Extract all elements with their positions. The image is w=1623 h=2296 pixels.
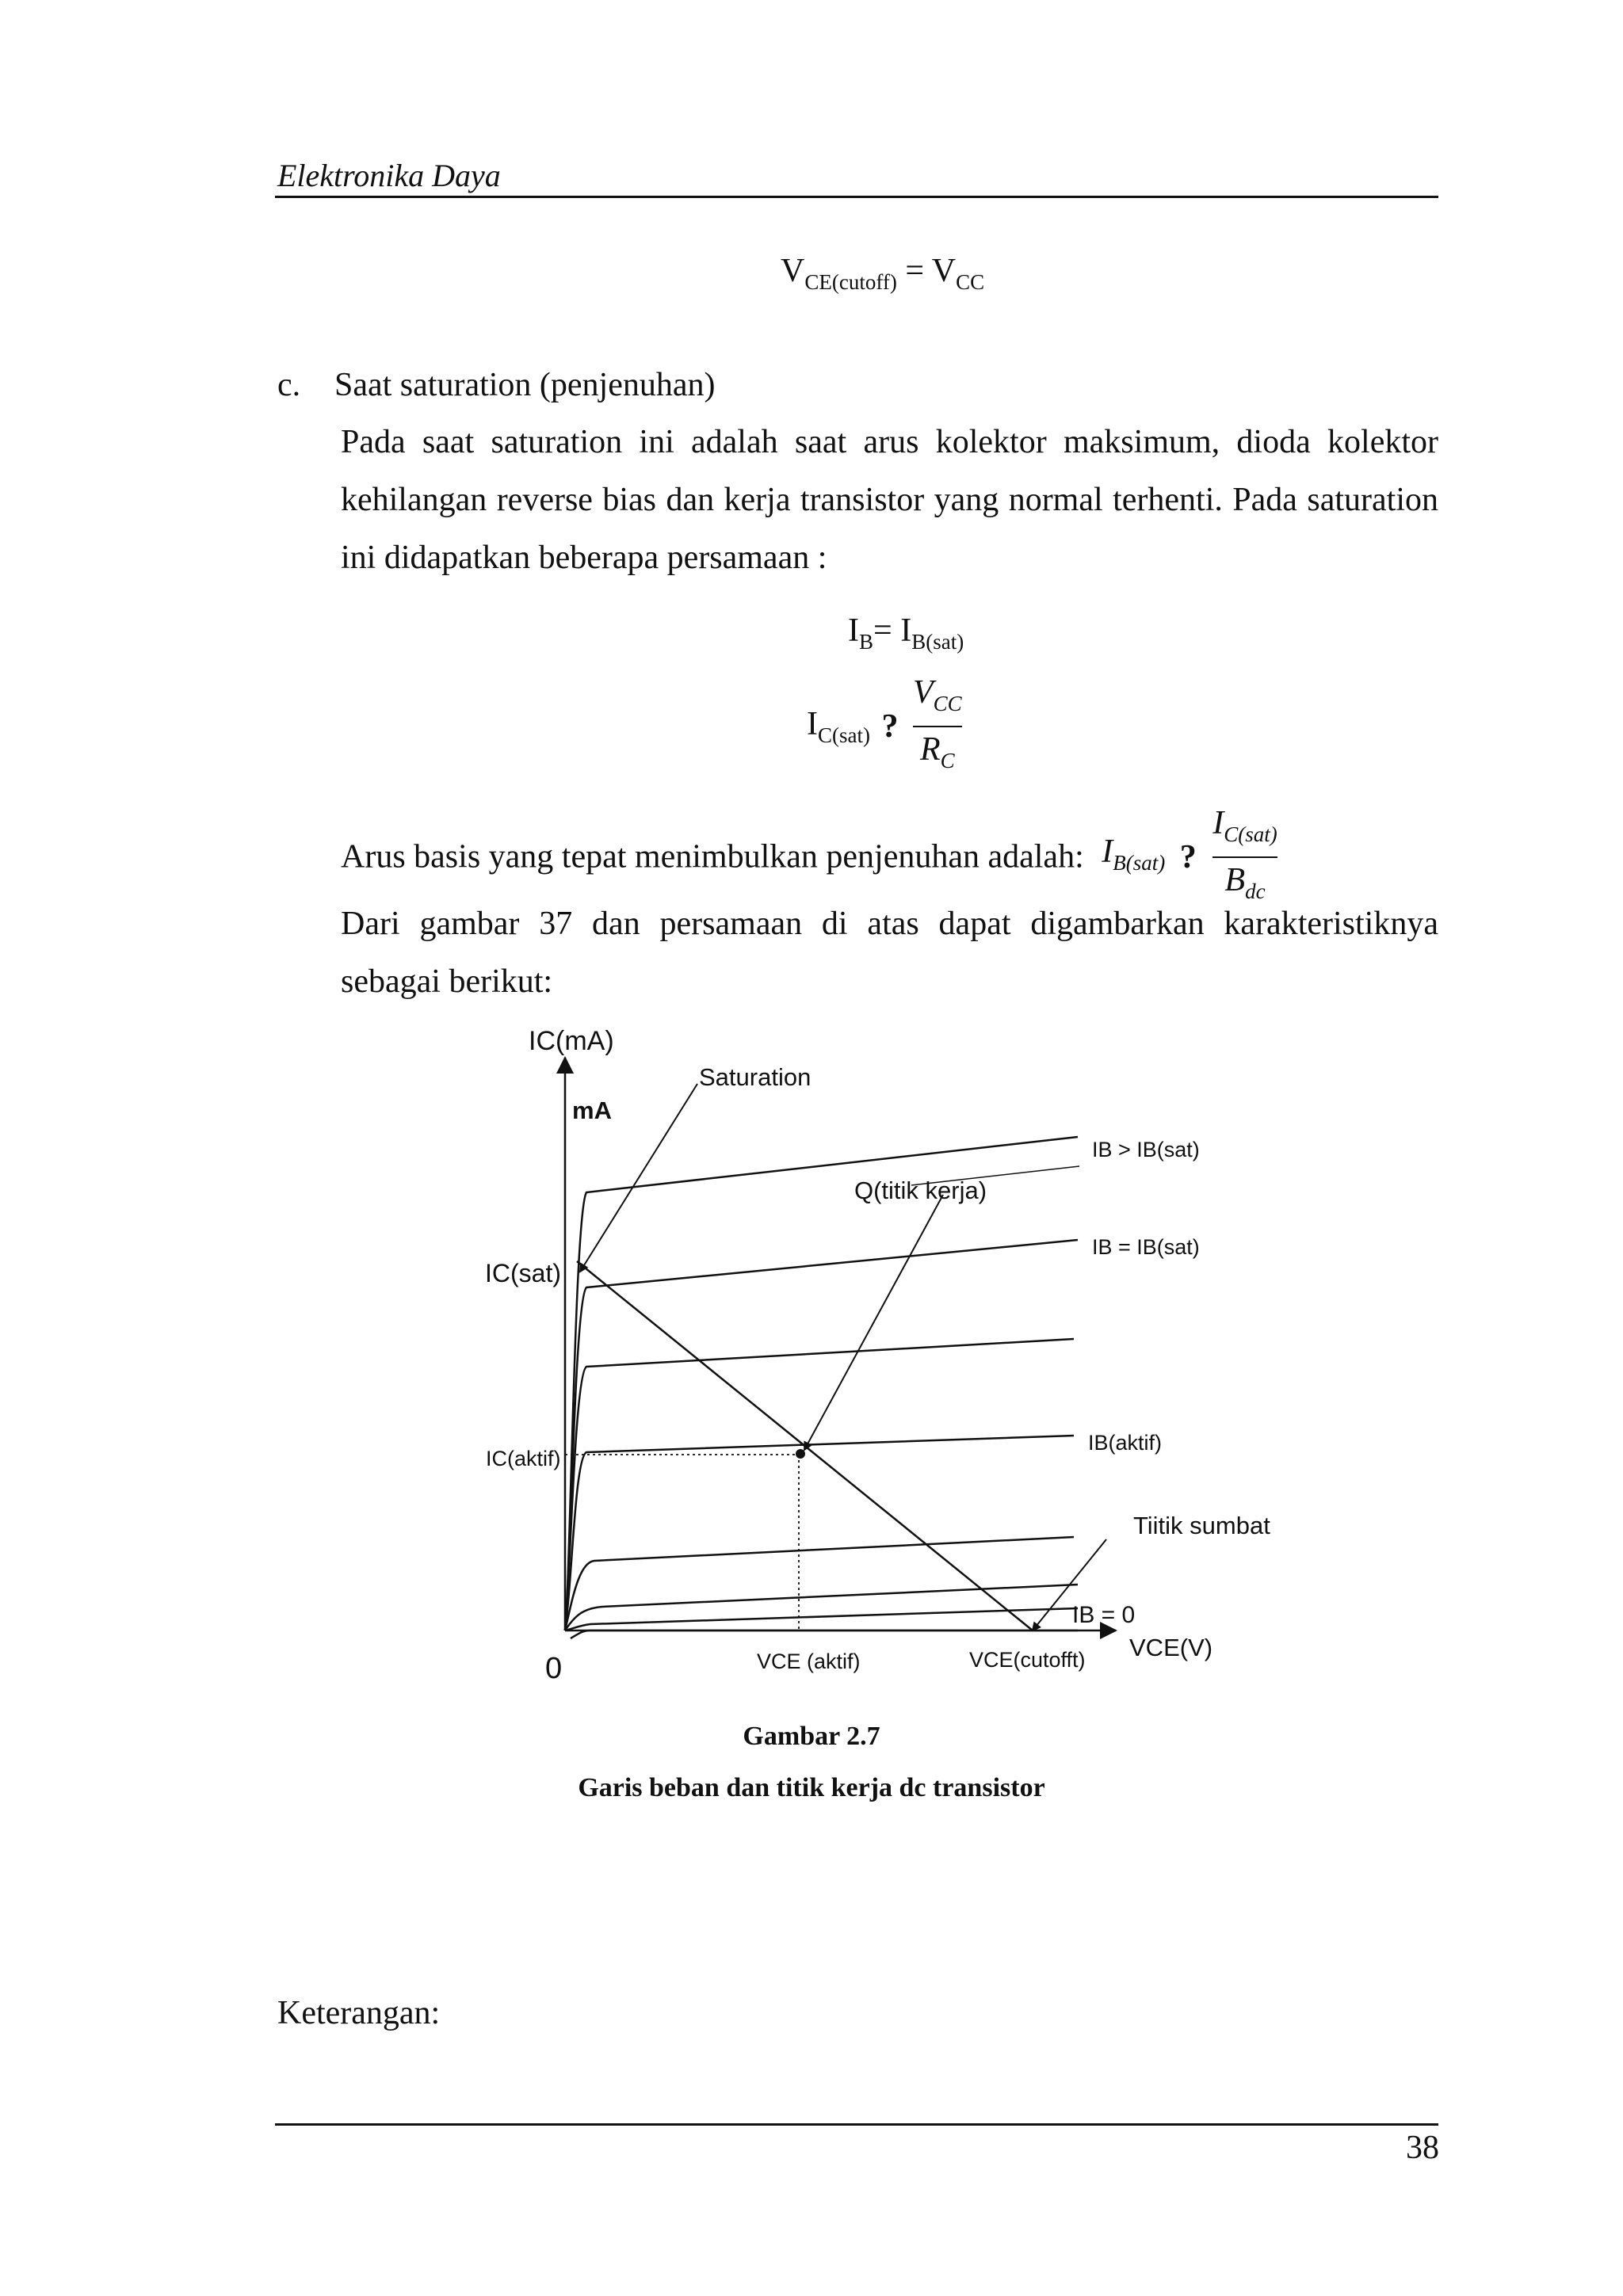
paragraph-figure-intro: Dari gambar 37 dan persamaan di atas dapat digambarkan karakteristiknya sebagai berikut:: [341, 906, 1438, 1000]
curve-7: [565, 1608, 1078, 1630]
ib-eq-sat-label: IB = IB(sat): [1092, 1235, 1200, 1259]
equation-ib: $I_B= I_{B(sat)}$: [848, 612, 964, 654]
vce-aktif-label: VCE (aktif): [757, 1650, 861, 1673]
ib-aktif-label: IB(aktif): [1088, 1431, 1163, 1455]
figure-number: Gambar 2.7: [743, 1722, 880, 1751]
curve-6: [565, 1585, 1078, 1630]
vce-cutoff-label: VCE(cutofft): [969, 1648, 1086, 1672]
equation-ic-sat: $I_{C(sat)}$ ? $\frac{V_{CC}}{R_C}$: [807, 674, 962, 772]
ib-gt-sat-label: IB > IB(sat): [1092, 1138, 1200, 1161]
y-axis-label: IC(mA): [529, 1026, 614, 1056]
curve-ib-zero: [571, 1630, 1078, 1638]
ic-aktif-label: IC(aktif): [486, 1447, 561, 1470]
equation-vce-cutoff: $V_{CE(cutoff)} = V_{CC}$: [781, 253, 985, 294]
equation-ib-sat-line: Arus basis yang tepat menimbulkan penjenuhan adalah: $I_{B(sat)}$ ? $\frac{I_{C(sat)}}{B_{dc}}$: [341, 805, 1277, 903]
ic-sat-label: IC(sat): [485, 1259, 561, 1287]
section-title: Saat saturation (penjenuhan): [334, 367, 716, 403]
running-header: Elektronika Daya: [277, 158, 501, 193]
section-letter: c.: [277, 367, 301, 403]
saturation-label: Saturation: [699, 1063, 812, 1091]
unit-label: mA: [572, 1097, 612, 1124]
curve-3: [565, 1339, 1074, 1630]
curve-ib-eq-sat: [565, 1240, 1078, 1630]
x-axis-label: VCE(V): [1129, 1634, 1213, 1661]
page-number: 38: [1406, 2130, 1439, 2166]
q-pointer: [804, 1195, 943, 1450]
figure-caption: Garis beban dan titik kerja dc transistor: [578, 1773, 1045, 1802]
q-label: Q(titik kerja): [854, 1177, 987, 1204]
keterangan-label: Keterangan:: [277, 1995, 441, 2031]
titik-sumbat-label: Tiitik sumbat: [1133, 1512, 1270, 1539]
curve-ib-gt-sat: [565, 1137, 1078, 1630]
q-point: [796, 1449, 805, 1459]
footer-rule: [275, 2123, 1438, 2126]
load-line: [577, 1261, 1033, 1630]
origin-label: 0: [545, 1652, 563, 1685]
ib-zero-label: IB = 0: [1072, 1602, 1136, 1628]
paragraph-saturation: Pada saat saturation ini adalah saat arus kolektor maksimum, dioda kolektor kehilangan reverse bias dan kerja transistor yang normal terhenti. Pada saturation ini didapatkan beberapa persamaan :: [341, 424, 1438, 576]
